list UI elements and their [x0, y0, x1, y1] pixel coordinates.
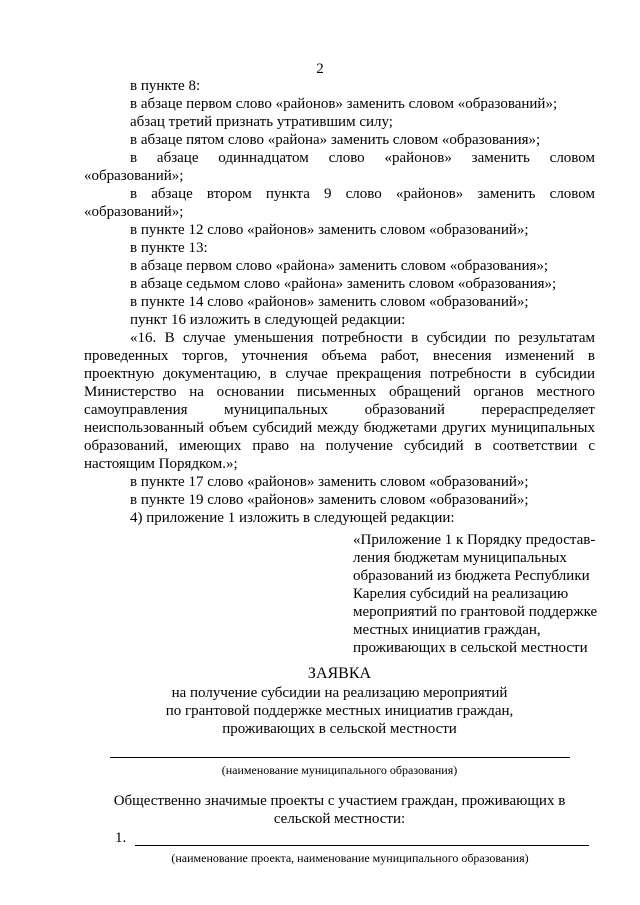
text-line: «образований»;	[84, 168, 184, 184]
text-line: в абзаце пятом слово «района» заменить словом «образования»;	[130, 132, 541, 148]
municipality-caption: (наименование муниципального образования)	[221, 763, 458, 777]
appendix-line: образований из бюджета Республики	[353, 568, 590, 584]
text-line: в абзаце седьмом слово «района» заменить словом «образования»;	[130, 276, 557, 292]
appendix-line: ления бюджетам муниципальных	[353, 550, 567, 566]
municipality-field-line[interactable]	[110, 757, 570, 758]
appendix-line: Карелия субсидий на реализацию	[353, 586, 569, 602]
text-line: неиспользованный объем субсидий между бюджетами других муниципальных	[84, 420, 595, 436]
text-line: в пункте 19 слово «районов» заменить словом «образований»;	[130, 492, 529, 508]
project-field-line[interactable]	[135, 845, 589, 846]
text-line: образований, имеющих право на получение субсидий в соответствии с	[84, 438, 595, 454]
appendix-line: «Приложение 1 к Порядку предостав-	[353, 532, 596, 548]
projects-heading-line: сельской местности:	[273, 811, 406, 827]
text-line: «16. В случае уменьшения потребности в субсидии по результатам	[130, 330, 595, 346]
projects-heading-line: Общественно значимые проекты с участием граждан, проживающих в	[113, 793, 566, 809]
text-line: в пункте 14 слово «районов» заменить словом «образований»;	[130, 294, 529, 310]
appendix-line: местных инициатив граждан,	[353, 622, 541, 638]
text-line: Министерство на основании письменных обращений органов местного	[84, 384, 595, 400]
form-subtitle-line: на получение субсидии на реализацию мероприятий	[171, 685, 508, 701]
text-line: в пункте 17 слово «районов» заменить словом «образований»;	[130, 474, 529, 490]
text-line: в абзаце одиннадцатом слово «районов» заменить словом	[130, 150, 595, 166]
text-line: абзац третий признать утратившим силу;	[130, 114, 393, 130]
text-line: пункт 16 изложить в следующей редакции:	[130, 312, 406, 328]
text-line: в абзаце первом слово «районов» заменить словом «образований»;	[130, 96, 558, 112]
project-caption: (наименование проекта, наименование муниципального образования)	[171, 851, 529, 865]
project-item-number: 1.	[115, 830, 127, 846]
text-line: самоуправления муниципальных образований перераспределяет	[84, 402, 595, 418]
text-line: проектную документацию, в случае прекращения потребности в субсидии	[84, 366, 595, 382]
form-subtitle-line: проживающих в сельской местности	[222, 721, 457, 737]
text-line: в абзаце первом слово «района» заменить словом «образования»;	[130, 258, 549, 274]
text-line: «образований»;	[84, 204, 184, 220]
form-title: ЗАЯВКА	[307, 665, 372, 682]
page-number: 2	[316, 61, 324, 77]
text-line: в пункте 12 слово «районов» заменить словом «образований»;	[130, 222, 529, 238]
text-line: в абзаце втором пункта 9 слово «районов» заменить словом	[130, 186, 595, 202]
text-line: в пункте 8:	[130, 78, 201, 94]
text-line: настоящим Порядком.»;	[84, 456, 238, 472]
appendix-line: проживающих в сельской местности	[353, 640, 588, 656]
form-subtitle-line: по грантовой поддержке местных инициатив граждан,	[165, 703, 514, 719]
text-line: в пункте 13:	[130, 240, 208, 256]
appendix-line: мероприятий по грантовой поддержке	[353, 604, 598, 620]
text-line: проведенных торгов, уточнения объема работ, внесения изменений в	[84, 348, 595, 364]
text-line: 4) приложение 1 изложить в следующей редакции:	[130, 510, 455, 526]
